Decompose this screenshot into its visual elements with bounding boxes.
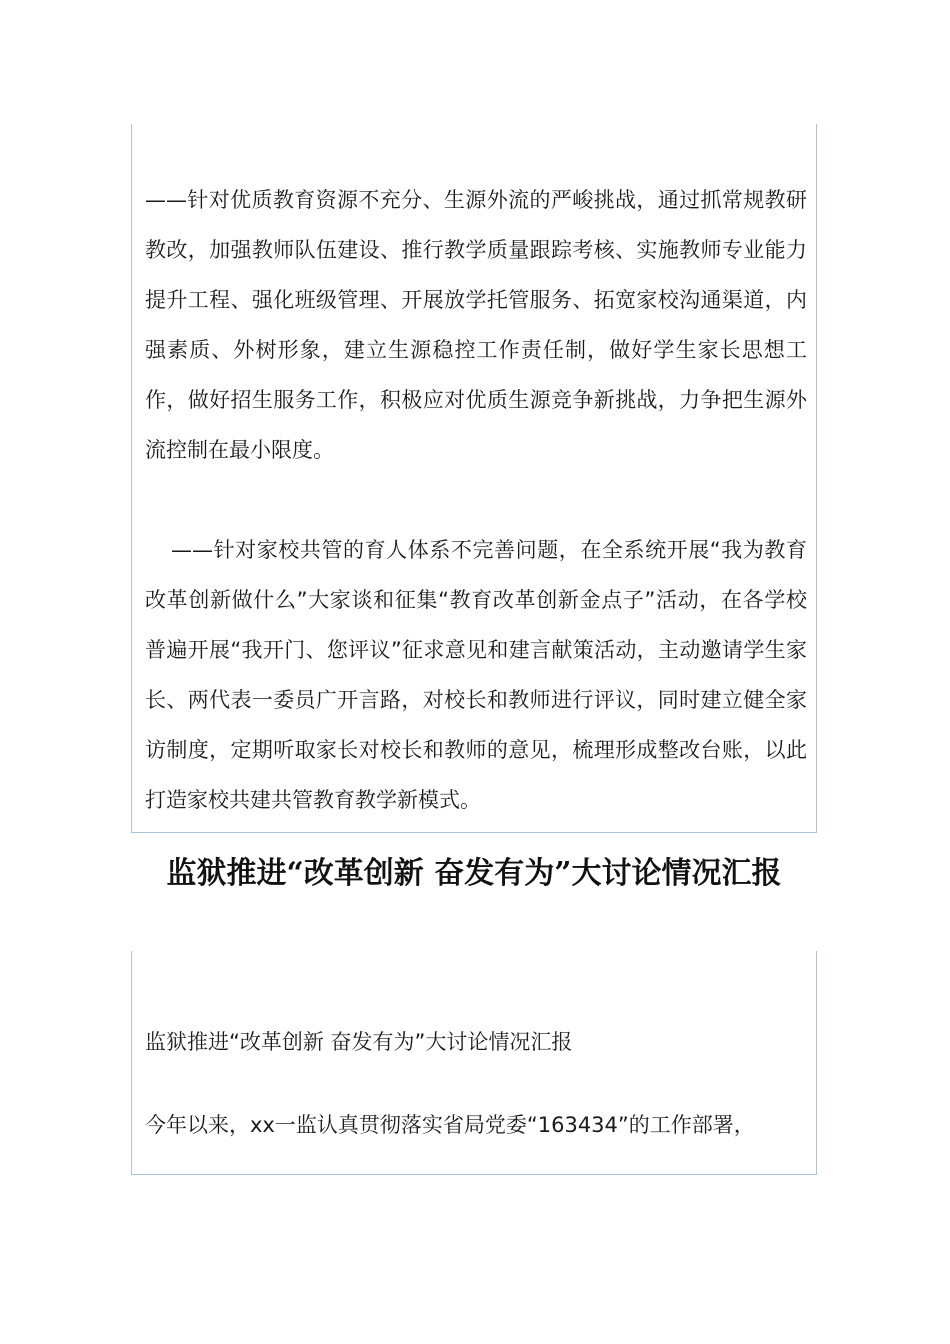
subtitle-line: 监狱推进“改革创新 奋发有为”大讨论情况汇报 — [145, 1030, 573, 1054]
paragraph-intro: 今年以来，xx一监认真贯彻落实省局党委“163434”的工作部署， — [145, 1113, 755, 1137]
content-box-upper — [131, 124, 817, 833]
content-box-lower — [131, 951, 817, 1175]
paragraph-student-source: ——针对优质教育资源不充分、生源外流的严峻挑战，通过抓常规教研教改，加强教师队伍建设、推行教学质量跟踪考核、实施教师专业能力提升工程、强化班级管理、开展放学托管服务、拓宽家校沟通渠道，内强素质、外树形象，建立生源稳控工作责任制，做好学生家长思想工作，做好招生服务工作，积极应对优质生源竞争新挑战，力争把生源外流控制在最小限度。 — [145, 188, 807, 462]
paragraph-home-school: ——针对家校共管的育人体系不完善问题，在全系统开展“我为教育改革创新做什么”大家谈和征集“教育改革创新金点子”活动，在各学校普遍开展“我开门、您评议”征求意见和建言献策活动，主动邀请学生家长、两代表一委员广开言路，对校长和教师进行评议，同时建立健全家访制度，定期听取家长对校长和教师的意见，梳理形成整改台账，以此打造家校共建共管教育教学新模式。 — [145, 538, 807, 812]
document-title: 监狱推进“改革创新 奋发有为”大讨论情况汇报 — [166, 856, 782, 891]
